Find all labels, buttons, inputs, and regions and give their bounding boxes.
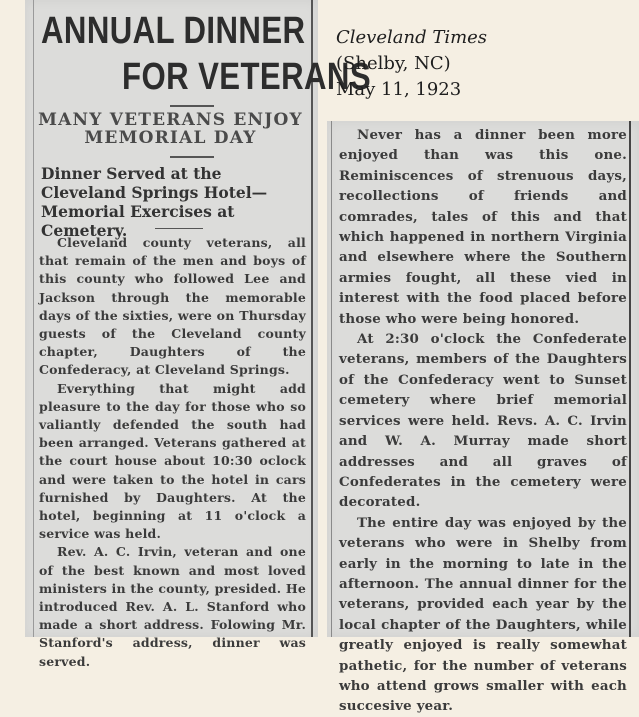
headline-line-2: FOR VETERANS	[122, 56, 372, 98]
column-rule	[33, 0, 34, 637]
column-rule	[629, 121, 631, 637]
paragraph: Rev. A. C. Irvin, veteran and one of the best known and most loved ministers in the county, presided. He introduced Rev. A. L. Stanford who made a short address. Folowing Mr. Stanford's address, dinner was served.	[39, 544, 306, 669]
newspaper-clipping-left-column	[25, 0, 372, 669]
paragraph: The entire day was enjoyed by the veterans who were in Shelby from early in the morning to late in the afternoon. The annual dinner for the veterans, provided each year by the local chapter of the Daughters, while greatly enjoyed is really somewhat pathetic, for the number of veterans who attend grows smaller with each succesive year.	[339, 514, 627, 715]
publication-date: May 11, 1923	[336, 79, 462, 100]
headline-line-1: ANNUAL DINNER	[41, 10, 306, 52]
paragraph: Never has a dinner been more enjoyed than was this one. Reminiscences of strenuous days, recollections of friends and comrades, tales of this and that which happened in northern Virginia and elsewhere where the Southern armies fought, all these vied in interest with the food placed before those who were being honored.	[339, 127, 627, 327]
article-body-left	[39, 234, 306, 671]
deck-headline: Dinner Served at the Cleveland Springs Hotel—Memorial Exercises at Cemetery.	[41, 164, 268, 240]
divider	[155, 228, 203, 229]
divider	[170, 156, 214, 158]
newspaper-clipping-right-column	[327, 121, 639, 715]
divider	[170, 105, 214, 107]
subheadline-line-1: MANY VETERANS ENJOY	[38, 110, 303, 130]
column-rule	[331, 121, 332, 637]
paragraph: At 2:30 o'clock the Confederate veterans, members of the Daughters of the Confederacy went to Sunset cemetery where brief memorial services were held. Revs. A. C. Irvin and W. A. Murray made short addresses and all graves of Confederates in the cemetery were decorated.	[339, 331, 627, 511]
source-caption	[336, 25, 487, 103]
paragraph: Cleveland county veterans, all that remain of the men and boys of this county who followed Lee and Jackson through the memorable days of the sixties, were on Thursday guests of the Cleveland county chapter, Daughters of the Confederacy, at Cleveland Springs.	[39, 235, 306, 378]
publication-location: (Shelby, NC)	[336, 53, 451, 74]
subheadline-line-2: MEMORIAL DAY	[84, 128, 257, 148]
publication-name: Cleveland Times	[336, 27, 488, 48]
article-body-right	[339, 125, 627, 717]
paragraph: Everything that might add pleasure to the day for those who so valiantly defended the south had been arranged. Veterans gathered at the court house about 10:30 oclock and were taken to the hotel in cars furnished by Daughters. At the hotel, beginning at 11 o'clock a service was held.	[39, 380, 306, 542]
